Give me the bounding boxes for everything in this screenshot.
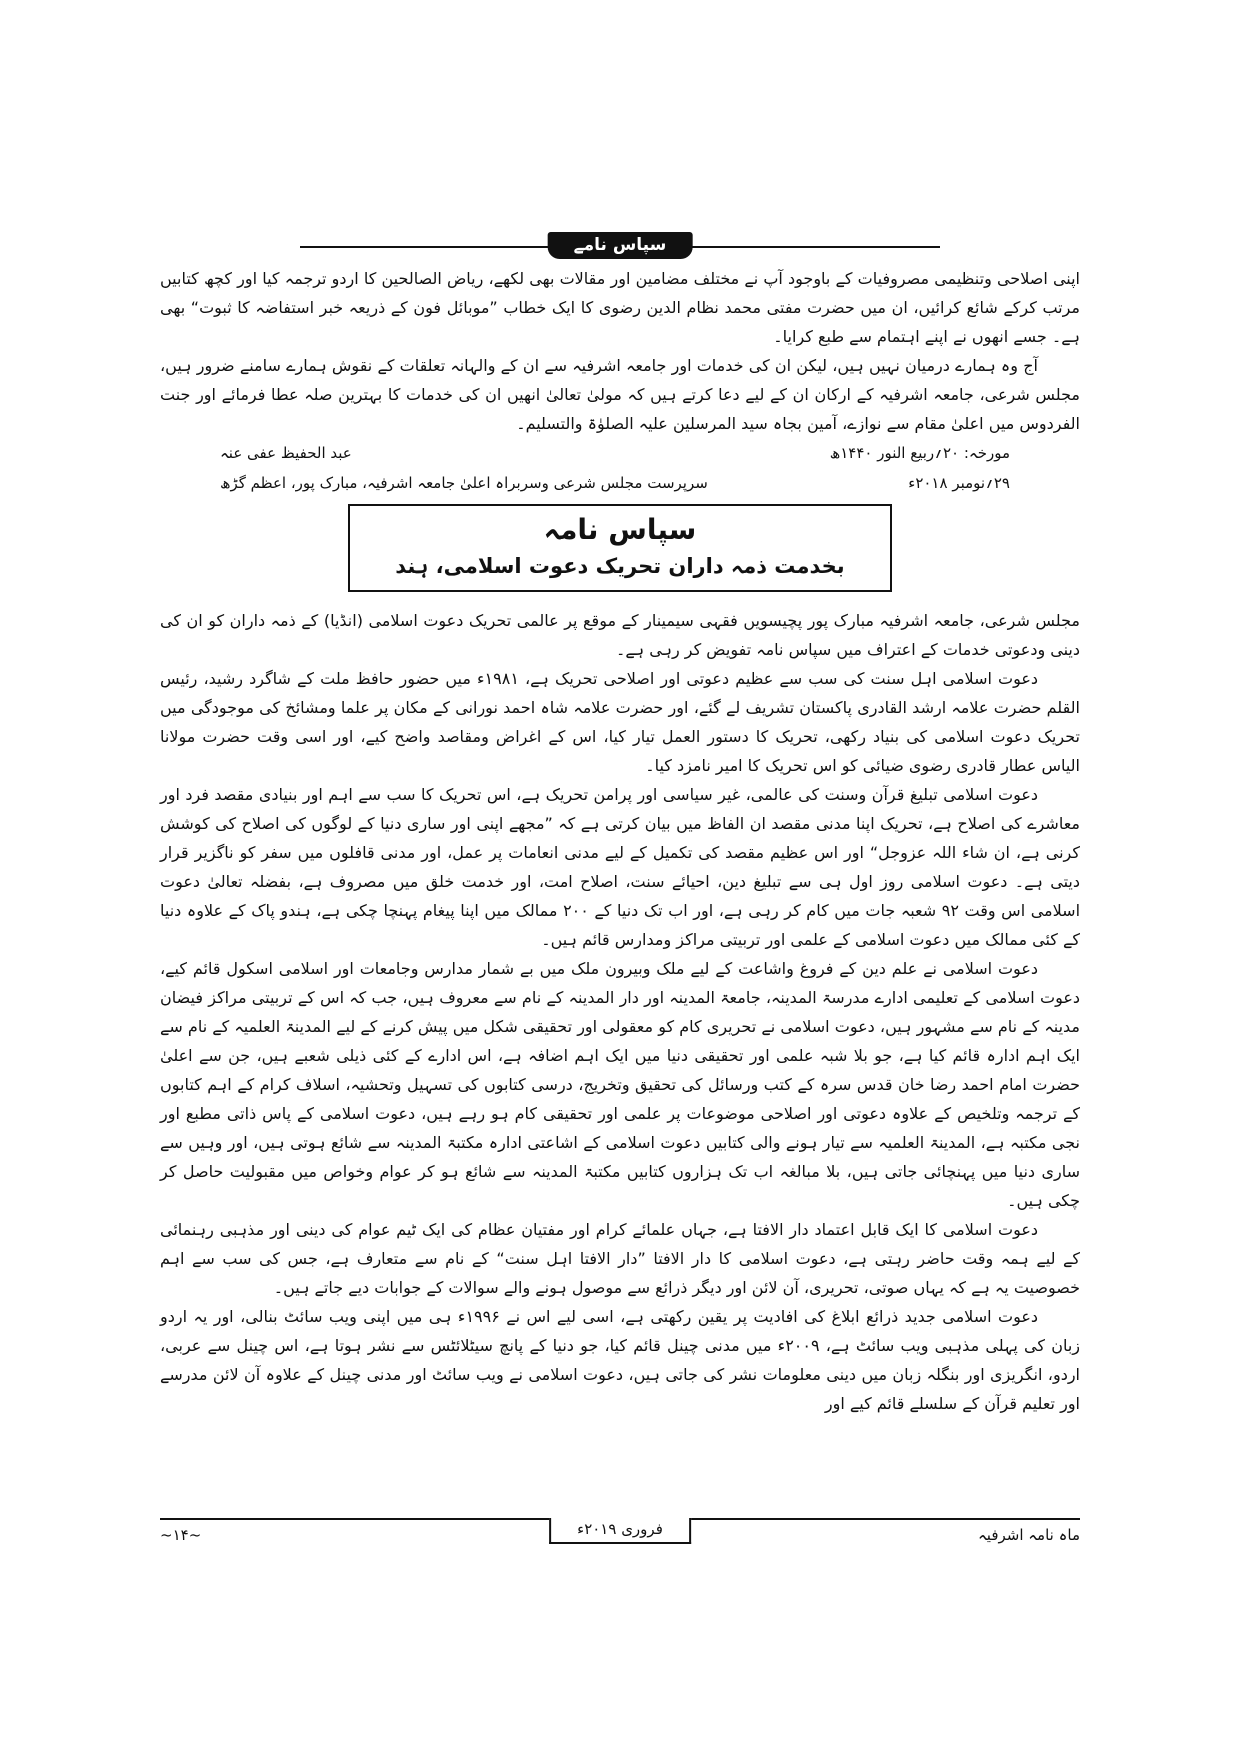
date-gregorian: ۲۹؍نومبر ۲۰۱۸ء <box>908 474 1010 492</box>
section-header <box>160 232 1080 260</box>
date-hijri: مورخہ: ۲۰؍ربیع النور ۱۴۴۰ھ <box>829 444 1010 462</box>
signatory-title: سرپرست مجلس شرعی وسربراہ اعلیٰ جامعہ اشرفیہ، مبارک پور، اعظم گڑھ <box>220 474 708 492</box>
body-paragraph: دعوت اسلامی کا ایک قابل اعتماد دار الافتا ہے، جہاں علمائے کرام اور مفتیان عظام کی ایک ٹیم عوام کی دینی اور مذہبی رہنمائی کے لیے ہمہ وقت حاضر رہتی ہے، دعوت اسلامی کا دار الافتا ”دار الافتا اہل سنت“ کے نام سے متعارف ہے، جس کی سب سے اہم خصوصیت یہ ہے کہ یہاں صوتی، تحریری، آن لائن اور دیگر ذرائع سے موصول ہونے والے سوالات کے جوابات دیے جاتے ہیں۔ <box>160 1220 1080 1297</box>
magazine-name: ماہ نامہ اشرفیہ <box>978 1526 1080 1544</box>
body-paragraph: دعوت اسلامی نے علم دین کے فروغ واشاعت کے لیے ملک وبیرون ملک میں بے شمار مدارس وجامعات اور اسلامی اسکول قائم کیے، دعوت اسلامی کے تعلیمی ادارے مدرسۃ المدینہ، جامعۃ المدینہ اور دار المدینہ کے نام سے معروف ہیں، جب کہ اس کے تربیتی مراکز فیضان مدینہ کے نام سے مشہور ہیں، دعوت اسلامی نے تحریری کام کو معقولی اور تحقیقی شکل میں پیش کرنے کے لیے المدینۃ العلمیہ کے نام سے ایک اہم ادارہ قائم کیا ہے، جو بلا شبہ علمی اور تحقیقی دنیا میں ایک اہم اضافہ ہے، اس ادارے کے کئی ذیلی شعبے ہیں، جن سے اعلیٰ حضرت امام احمد رضا خان قدس سرہ کے کتب ورسائل کی تحقیق وتخریج، درسی کتابوں کی تسہیل وتحشیہ، اسلاف کرام کے اہم کتابوں کے ترجمہ وتلخیص کے علاوہ دعوتی اور اصلاحی موضوعات پر علمی اور تحقیقی کام ہو رہے ہیں، دعوت اسلامی کے پاس ذاتی مطبع اور نجی مکتبہ ہے، المدینۃ العلمیہ سے تیار ہونے والی کتابیں دعوت اسلامی کے اشاعتی ادارہ مکتبۃ المدینہ سے شائع ہوتی ہیں، اور وہیں سے ساری دنیا میں پہنچائی جاتی ہیں، بلا مبالغہ اب تک ہزاروں کتابیں مکتبۃ المدینہ سے شائع ہو کر عوام وخواص میں مقبولیت حاصل کر چکی ہیں۔ <box>160 959 1081 1210</box>
intro-paragraph: اپنی اصلاحی وتنظیمی مصروفیات کے باوجود آپ نے مختلف مضامین اور مقالات بھی لکھے، ریاض الصالحین کا اردو ترجمہ کیا اور کچھ کتابیں مرتب کرکے شائع کرائیں، ان میں حضرت مفتی محمد نظام الدین رضوی کا ایک خطاب ”موبائل فون کے ذریعہ خبر استفاضہ کا ثبوت“ بھی ہے۔ جسے انھوں نے اپنے اہتمام سے طبع کرایا۔ <box>160 269 1080 346</box>
citation-subtitle: بخدمت ذمہ داران تحریک دعوت اسلامی، ہند <box>395 554 845 578</box>
body-paragraph: دعوت اسلامی جدید ذرائع ابلاغ کی افادیت پر یقین رکھتی ہے، اسی لیے اس نے ۱۹۹۶ء ہی میں اپنی ویب سائٹ بنالی، اور یہ اردو زبان کی پہلی مذہبی ویب سائٹ ہے، ۲۰۰۹ء میں مدنی چینل قائم کیا، جو دنیا کے پانچ سیٹلائٹس سے نشر ہوتا ہے، اس چینل سے عربی، اردو، انگریزی اور بنگلہ زبان میں دینی معلومات نشر کی جاتی ہیں، دعوت اسلامی نے ویب سائٹ اور مدنی چینل کے علاوہ آن لائن مدرسے اور تعلیم قرآن کے سلسلے قائم کیے اور <box>160 1307 1080 1413</box>
signature-row-2 <box>160 468 1080 498</box>
citation-title-box <box>348 504 892 592</box>
body-paragraph: مجلس شرعی، جامعہ اشرفیہ مبارک پور پچیسویں فقہی سیمینار کے موقع پر عالمی تحریک دعوت اسلامی (انڈیا) کے ذمہ داران کو ان کی دینی ودعوتی خدمات کے اعتراف میں سپاس نامہ تفویض کر رہی ہے۔ <box>160 611 1080 659</box>
body-paragraph: دعوت اسلامی اہل سنت کی سب سے عظیم دعوتی اور اصلاحی تحریک ہے، ۱۹۸۱ء میں حضور حافظ ملت کے شاگرد رشید، رئیس القلم حضرت علامہ ارشد القادری پاکستان تشریف لے گئے، اور حضرت علامہ شاہ احمد نورانی کے مکان پر علما ومشائخ کی موجودگی میں تحریک دعوت اسلامی کی بنیاد رکھی، تحریک کا دستور العمل تیار کیا، اس کے اغراض ومقاصد واضح کیے، اور اسی وقت حضرت مولانا الیاس عطار قادری رضوی ضیائی کو اس تحریک کا امیر نامزد کیا۔ <box>160 669 1080 775</box>
issue-date: فروری ۲۰۱۹ء <box>549 1518 691 1544</box>
page-footer <box>160 1518 1080 1556</box>
section-title: سپاس نامے <box>548 232 693 259</box>
page-number: ~۱۴~ <box>160 1526 202 1544</box>
signatory-name: عبد الحفیظ عفی عنہ <box>220 444 352 462</box>
magazine-page <box>160 232 1080 1532</box>
citation-title: سپاس نامہ <box>543 513 697 546</box>
body-paragraph: دعوت اسلامی تبلیغ قرآن وسنت کی عالمی، غیر سیاسی اور پرامن تحریک ہے، اس تحریک کا سب سے اہم اور بنیادی مقصد فرد اور معاشرے کی اصلاح ہے، تحریک اپنا مدنی مقصد ان الفاظ میں بیان کرتی ہے کہ ”مجھے اپنی اور ساری دنیا کے لوگوں کی اصلاح کی کوشش کرنی ہے، ان شاء اللہ عزوجل“ اور اس عظیم مقصد کی تکمیل کے لیے مدنی انعامات پر عمل، اور مدنی قافلوں میں سفر کو ناگزیر قرار دیتی ہے۔ دعوت اسلامی روز اول ہی سے تبلیغ دین، احیائے سنت، اصلاح امت، اور خدمت خلق میں مصروف ہے، بفضلہ تعالیٰ دعوت اسلامی اس وقت ۹۲ شعبہ جات میں کام کر رہی ہے، اور اب تک دنیا کے ۲۰۰ ممالک میں اپنا پیغام پہنچا چکی ہے، ہندو پاک کے علاوہ دنیا کے کئی ممالک میں دعوت اسلامی کے علمی اور تربیتی مراکز ومدارس قائم ہیں۔ <box>160 785 1081 949</box>
signature-row-1 <box>160 438 1080 468</box>
intro-paragraph: آج وہ ہمارے درمیان نہیں ہیں، لیکن ان کی خدمات اور جامعہ اشرفیہ سے ان کے والہانہ تعلقات کے نقوش ہمارے سامنے ضرور ہیں، مجلس شرعی، جامعہ اشرفیہ کے ارکان ان کے لیے دعا کرتے ہیں کہ مولیٰ تعالیٰ انھیں ان کی خدمات کا بہترین صلہ عطا فرمائے اور جنت الفردوس میں اعلیٰ مقام سے نوازے، آمین بجاہ سید المرسلین علیہ الصلوٰۃ والتسلیم۔ <box>160 356 1081 433</box>
